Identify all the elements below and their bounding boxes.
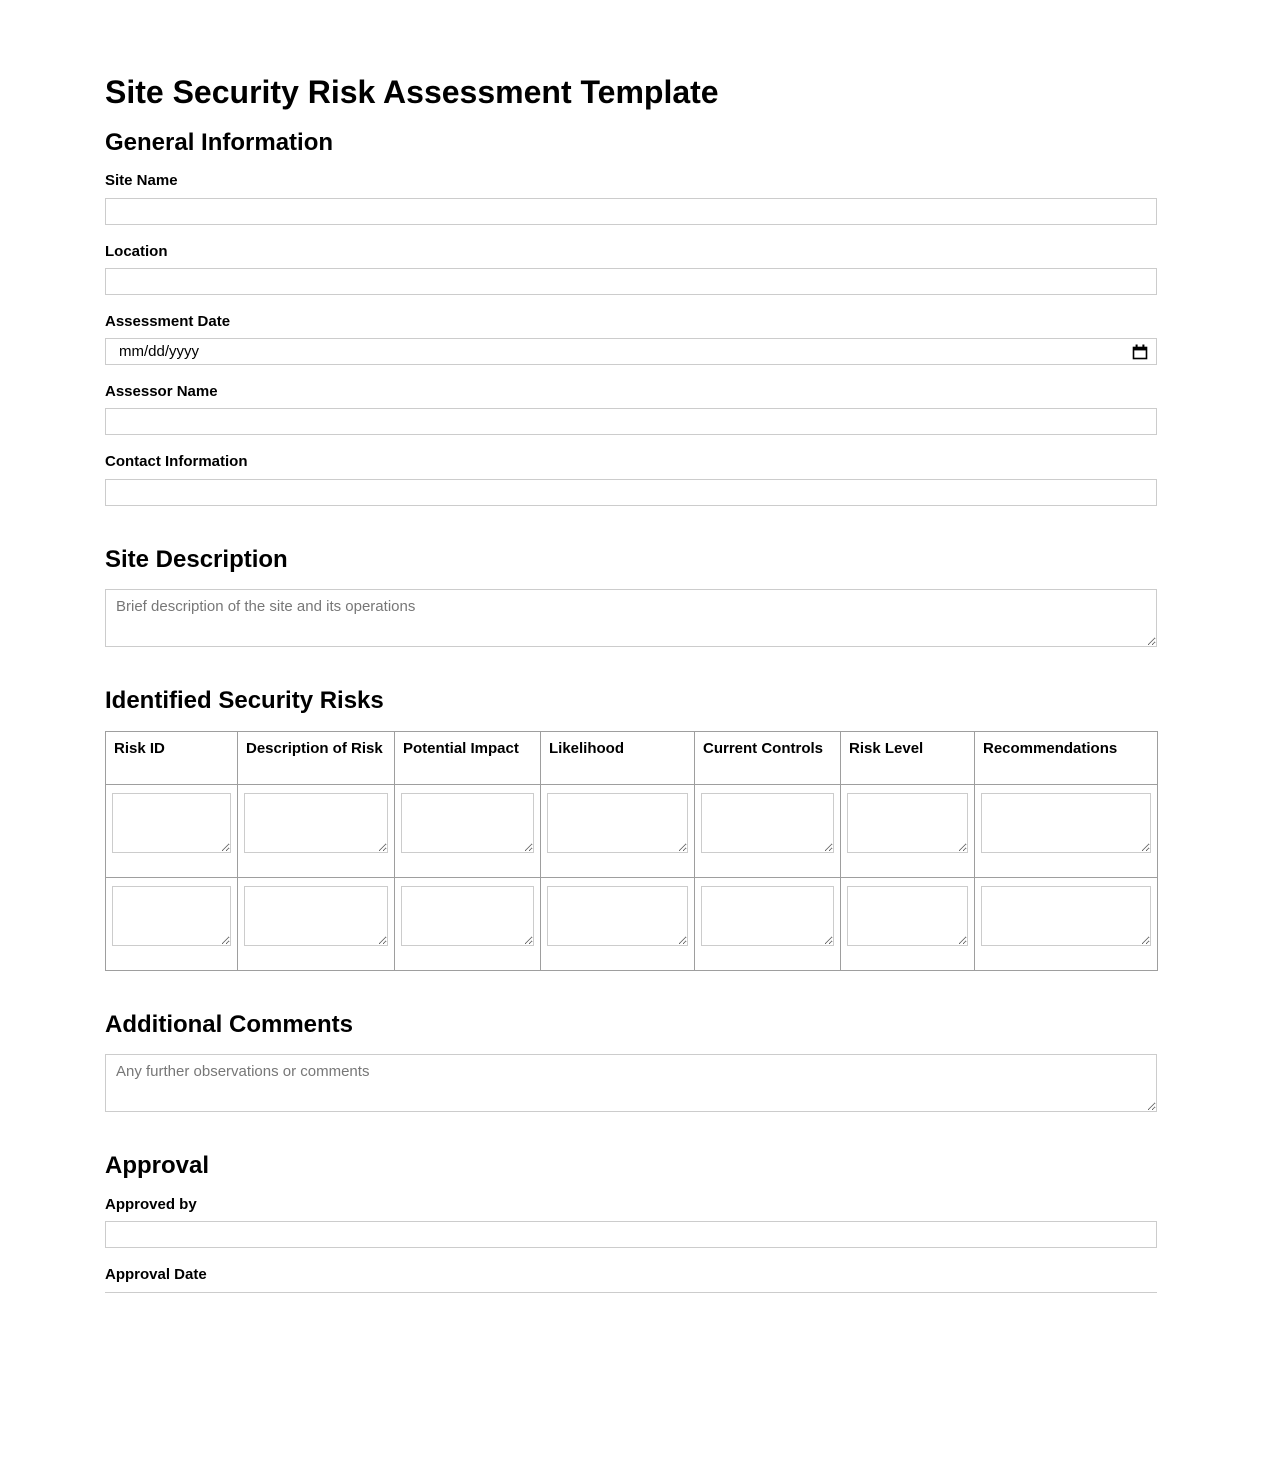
assessment-date-input-wrap bbox=[105, 338, 1157, 365]
risk-cell-textarea[interactable] bbox=[701, 793, 834, 853]
identified-security-risks-heading: Identified Security Risks bbox=[105, 687, 384, 715]
col-header-risk-id: Risk ID bbox=[106, 731, 238, 784]
risk-cell-textarea[interactable] bbox=[112, 793, 231, 853]
col-header-risk-level: Risk Level bbox=[841, 731, 975, 784]
contact-information-field bbox=[105, 453, 1157, 505]
risk-cell-textarea[interactable] bbox=[401, 793, 534, 853]
risk-row bbox=[106, 877, 1158, 970]
col-header-current-controls: Current Controls bbox=[695, 731, 841, 784]
site-name-label: Site Name bbox=[105, 172, 178, 190]
assessment-date-input[interactable] bbox=[105, 338, 1157, 365]
site-description-heading: Site Description bbox=[105, 545, 288, 573]
risk-cell-textarea[interactable] bbox=[981, 793, 1151, 853]
risk-row bbox=[106, 784, 1158, 877]
col-header-likelihood: Likelihood bbox=[541, 731, 695, 784]
risks-table bbox=[105, 731, 1158, 971]
calendar-icon[interactable] bbox=[1132, 344, 1148, 360]
location-field bbox=[105, 243, 1157, 295]
col-header-potential-impact: Potential Impact bbox=[395, 731, 541, 784]
col-header-recommendations: Recommendations bbox=[975, 731, 1158, 784]
assessment-date-field bbox=[105, 313, 1157, 365]
approval-date-field bbox=[105, 1266, 1157, 1293]
assessor-name-field bbox=[105, 383, 1157, 435]
contact-information-input[interactable] bbox=[105, 479, 1157, 506]
site-name-field bbox=[105, 172, 1157, 224]
assessor-name-input[interactable] bbox=[105, 408, 1157, 435]
approved-by-field bbox=[105, 1196, 1157, 1248]
section-general-information bbox=[105, 129, 1157, 506]
section-identified-security-risks bbox=[105, 687, 1157, 971]
risk-cell-textarea[interactable] bbox=[547, 793, 688, 853]
risk-cell-textarea[interactable] bbox=[701, 886, 834, 946]
risk-cell-textarea[interactable] bbox=[112, 886, 231, 946]
location-input[interactable] bbox=[105, 268, 1157, 295]
risk-cell-textarea[interactable] bbox=[547, 886, 688, 946]
section-approval bbox=[105, 1152, 1157, 1293]
site-description-textarea[interactable] bbox=[105, 589, 1157, 647]
col-header-description-of-risk: Description of Risk bbox=[238, 731, 395, 784]
approved-by-input[interactable] bbox=[105, 1221, 1157, 1248]
assessor-name-label: Assessor Name bbox=[105, 383, 218, 401]
location-label: Location bbox=[105, 242, 168, 260]
risks-table-header-row bbox=[106, 731, 1158, 784]
assessment-date-label: Assessment Date bbox=[105, 312, 231, 330]
approval-date-label: Approval Date bbox=[105, 1266, 207, 1284]
risk-cell-textarea[interactable] bbox=[981, 886, 1151, 946]
approval-date-input[interactable] bbox=[105, 1292, 1157, 1293]
approval-heading: Approval bbox=[105, 1152, 210, 1180]
approved-by-label: Approved by bbox=[105, 1196, 197, 1214]
risk-cell-textarea[interactable] bbox=[847, 793, 968, 853]
risk-cell-textarea[interactable] bbox=[244, 886, 388, 946]
site-name-input[interactable] bbox=[105, 198, 1157, 225]
additional-comments-textarea[interactable] bbox=[105, 1054, 1157, 1112]
risk-cell-textarea[interactable] bbox=[401, 886, 534, 946]
general-information-heading: General Information bbox=[105, 128, 334, 156]
section-additional-comments bbox=[105, 1011, 1157, 1113]
page-title: Site Security Risk Assessment Template bbox=[105, 74, 719, 110]
additional-comments-heading: Additional Comments bbox=[105, 1010, 354, 1038]
risk-cell-textarea[interactable] bbox=[244, 793, 388, 853]
section-site-description bbox=[105, 546, 1157, 648]
contact-information-label: Contact Information bbox=[105, 453, 248, 471]
risk-cell-textarea[interactable] bbox=[847, 886, 968, 946]
